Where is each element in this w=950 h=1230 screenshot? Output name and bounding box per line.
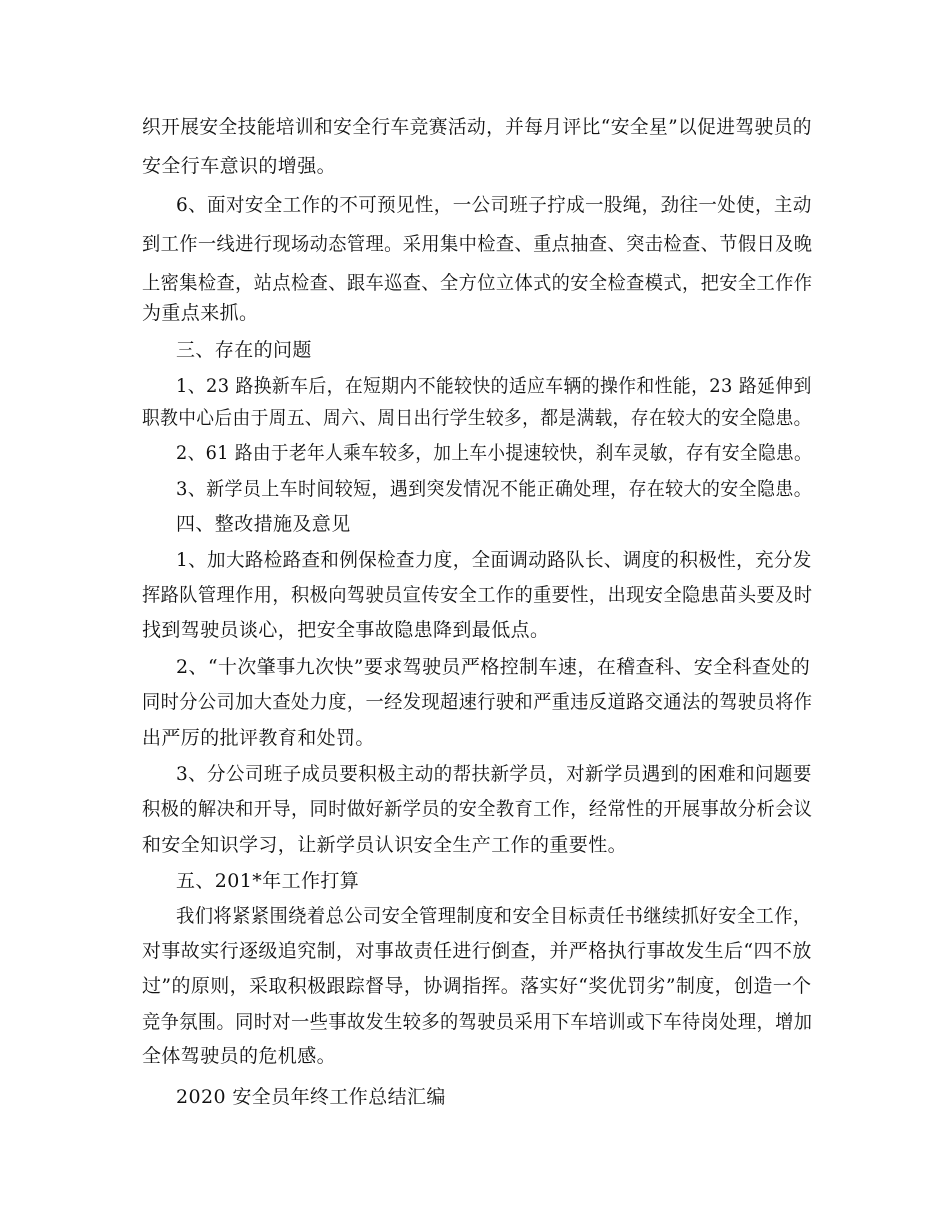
text-line: 为重点来抓。: [142, 302, 259, 324]
text-line: 织开展安全技能培训和安全行车竞赛活动，并每月评比“安全星”以促进驾驶员的: [142, 116, 812, 138]
section-heading: 三、存在的问题: [176, 339, 312, 361]
text-line: 上密集检查，站点检查、跟车巡查、全方位立体式的安全检查模式，把安全工作作: [142, 272, 813, 294]
text-line: 过”的原则，采取积极跟踪督导，协调指挥。落实好“奖优罚劣”制度，创造一个: [142, 975, 812, 997]
text-line: 竞争氛围。同时对一些事故发生较多的驾驶员采用下车培训或下车待岗处理，增加: [142, 1011, 813, 1033]
text-line: 对事故实行逐级追究制，对事故责任进行倒查，并严格执行事故发生后“四不放: [142, 940, 812, 962]
section-heading: 五、201*年工作打算: [176, 870, 360, 892]
text-line: 1、加大路检路查和例保检查力度，全面调动路队长、调度的积极性，充分发: [176, 549, 812, 571]
text-line: 2、“十次肇事九次快”要求驾驶员严格控制车速，在稽查科、安全科查处的: [176, 656, 811, 678]
text-line: 3、新学员上车时间较短，遇到突发情况不能正确处理，存在较大的安全隐患。: [176, 478, 813, 500]
section-heading: 四、整改措施及意见: [176, 513, 351, 535]
text-line: 职教中心后由于周五、周六、周日出行学生较多，都是满载，存在较大的安全隐患。: [142, 407, 812, 429]
text-line: 找到驾驶员谈心，把安全事故隐患降到最低点。: [142, 619, 550, 641]
text-line: 挥路队管理作用，积极向驾驶员宣传安全工作的重要性，出现安全隐患苗头要及时: [142, 584, 813, 606]
text-line: 6、面对安全工作的不可预见性，一公司班子拧成一股绳，劲往一处使，主动: [176, 194, 812, 216]
text-line: 到工作一线进行现场动态管理。采用集中检查、重点抽查、突击检查、节假日及晚: [142, 233, 813, 255]
text-line: 我们将紧紧围绕着总公司安全管理制度和安全目标责任书继续抓好安全工作，: [176, 905, 812, 927]
text-line: 1、23 路换新车后，在短期内不能较快的适应车辆的操作和性能，23 路延伸到: [176, 375, 812, 397]
text-line: 同时分公司加大查处力度，一经发现超速行驶和严重违反道路交通法的驾驶员将作: [142, 691, 813, 713]
text-line: 3、分公司班子成员要积极主动的帮扶新学员，对新学员遇到的困难和问题要: [176, 763, 812, 785]
text-line: 和安全知识学习，让新学员认识安全生产工作的重要性。: [142, 834, 628, 856]
document-footer-title: 2020 安全员年终工作总结汇编: [176, 1086, 446, 1108]
text-line: 安全行车意识的增强。: [142, 155, 337, 177]
text-line: 积极的解决和开导，同时做好新学员的安全教育工作，经常性的开展事故分析会议: [142, 798, 813, 820]
text-line: 出严厉的批评教育和处罚。: [142, 727, 375, 749]
text-line: 全体驾驶员的危机感。: [142, 1045, 337, 1067]
text-line: 2、61 路由于老年人乘车较多，加上车小提速较快，刹车灵敏，存有安全隐患。: [176, 442, 813, 464]
